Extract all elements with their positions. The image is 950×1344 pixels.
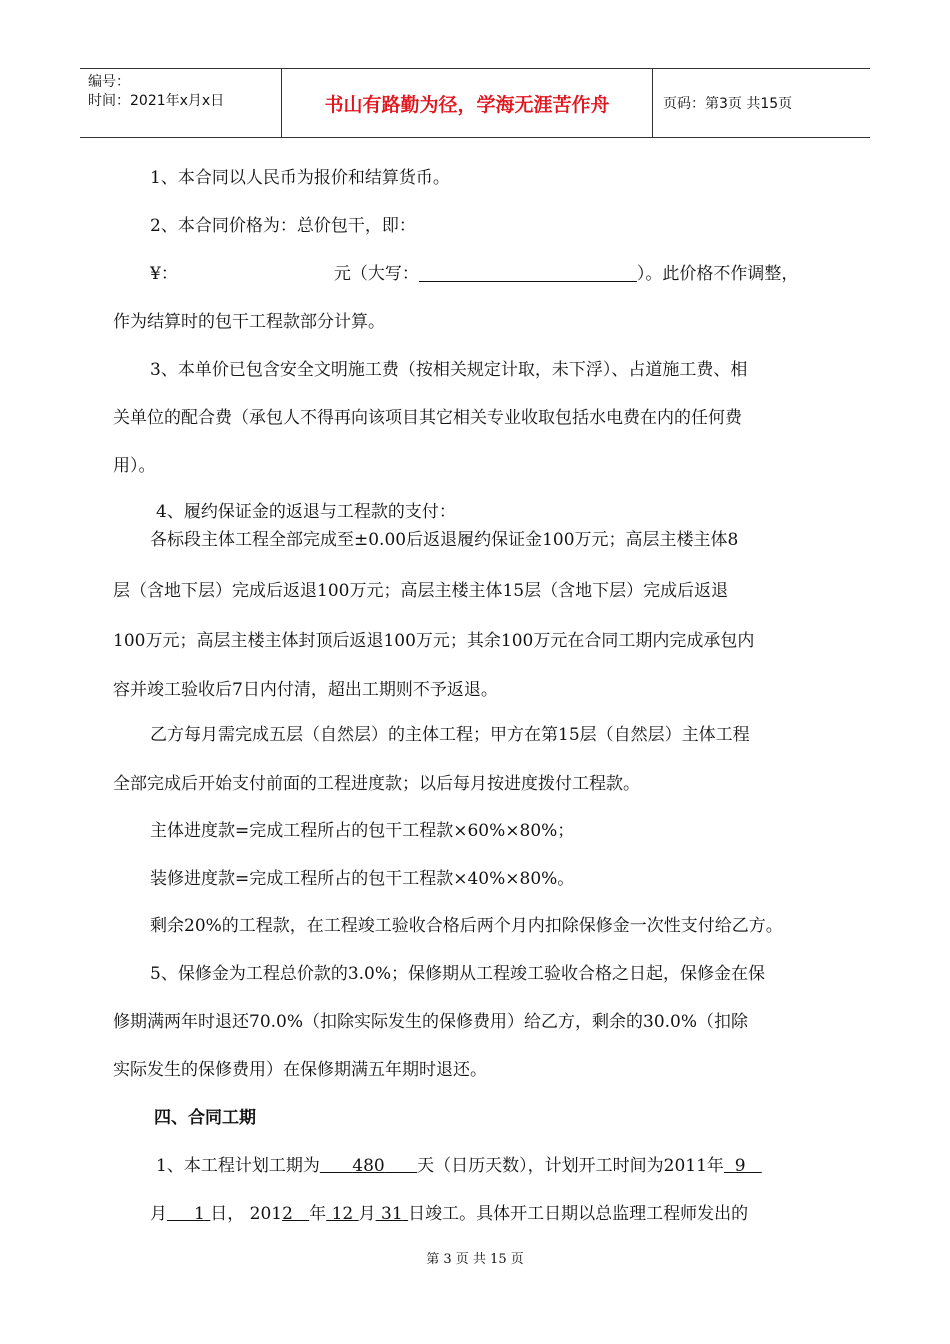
start-day: 1 xyxy=(194,1204,205,1224)
decoration-progress-payment: 装修进度款=完成工程所占的包干工程款×40%×80%。 xyxy=(150,869,575,889)
period-line-1 xyxy=(156,1151,762,1176)
price-line xyxy=(150,259,798,284)
clause-4-para-1-cont-2: 100万元；高层主楼主体封顶后返退100万元；其余100万元在合同工期内完成承包内 xyxy=(113,631,755,651)
clause-4-para-1: 各标段主体工程全部完成至±0.00后返退履约保证金100万元；高层主楼主体8 xyxy=(150,530,739,550)
start-year-label: 天（日历天数），计划开工时间为2011年 xyxy=(417,1156,724,1176)
clause-4: 4、履约保证金的返退与工程款的支付： xyxy=(156,502,456,522)
year-char: 年 xyxy=(309,1204,327,1224)
clause-1: 1、本合同以人民币为报价和结算货币。 xyxy=(150,168,450,188)
end-year-prefix: 日， 201 xyxy=(210,1204,283,1224)
period-days: 480 xyxy=(352,1156,385,1176)
period-label: 1、本工程计划工期为 xyxy=(156,1156,320,1176)
header-page-number: 页码：第3页 共15页 xyxy=(663,96,793,112)
header-meta xyxy=(80,69,282,137)
price-capital-blank xyxy=(419,263,637,282)
yuan-symbol: ¥： xyxy=(150,264,178,284)
section-heading-contract-period: 四、合同工期 xyxy=(154,1108,256,1128)
month-char-2: 月 xyxy=(358,1204,376,1224)
clause-2: 2、本合同价格为：总价包干，即： xyxy=(150,216,416,236)
page-footer: 第 3 页 共 15 页 xyxy=(426,1252,524,1267)
price-no-adjust: ）。此价格不作调整， xyxy=(636,264,799,284)
clause-4-para-1-cont-3: 容并竣工验收后7日内付清，超出工期则不予返退。 xyxy=(113,680,498,700)
end-month: 12 xyxy=(331,1204,354,1224)
price-line-cont: 作为结算时的包干工程款部分计算。 xyxy=(113,312,385,332)
clause-3: 3、本单价已包含安全文明施工费（按相关规定计取，未下浮）、占道施工费、相 xyxy=(150,360,748,380)
period-line-2 xyxy=(150,1199,748,1224)
clause-5-cont-1: 修期满两年时退还70.0%（扣除实际发生的保修费用）给乙方，剩余的30.0%（扣除 xyxy=(113,1012,749,1032)
doc-number-label: 编号： xyxy=(88,74,130,90)
clause-4-para-2-cont: 全部完成后开始支付前面的工程进度款；以后每月按进度拨付工程款。 xyxy=(113,774,640,794)
page-header xyxy=(80,68,870,138)
doc-time-label: 时间：2021年x月x日 xyxy=(88,93,225,109)
end-day: 31 xyxy=(381,1204,403,1224)
clause-3-cont-2: 用）。 xyxy=(113,456,156,476)
main-progress-payment: 主体进度款=完成工程所占的包干工程款×60%×80%； xyxy=(150,821,575,841)
completion-text: 日竣工。具体开工日期以总监理工程师发出的 xyxy=(408,1204,749,1224)
clause-3-cont-1: 关单位的配合费（承包人不得再向该项目其它相关专业收取包括水电费在内的任何费 xyxy=(113,408,742,428)
clause-5-cont-2: 实际发生的保修费用）在保修期满五年期时退还。 xyxy=(113,1060,487,1080)
remaining-payment: 剩余20%的工程款，在工程竣工验收合格后两个月内扣除保修金一次性支付给乙方。 xyxy=(150,916,783,936)
clause-4-para-2: 乙方每月需完成五层（自然层）的主体工程；甲方在第15层（自然层）主体工程 xyxy=(150,725,750,745)
price-capital-label: 元（大写： xyxy=(333,264,419,284)
header-motto: 书山有路勤为径，学海无涯苦作舟 xyxy=(282,69,653,137)
start-month: 9 xyxy=(734,1156,746,1176)
month-char: 月 xyxy=(150,1204,167,1224)
end-year-digit: 2 xyxy=(282,1204,293,1224)
clause-5: 5、保修金为工程总价款的3.0%；保修期从工程竣工验收合格之日起，保修金在保 xyxy=(150,964,766,984)
clause-4-para-1-cont-1: 层（含地下层）完成后返退100万元；高层主楼主体15层（含地下层）完成后返退 xyxy=(113,581,729,601)
